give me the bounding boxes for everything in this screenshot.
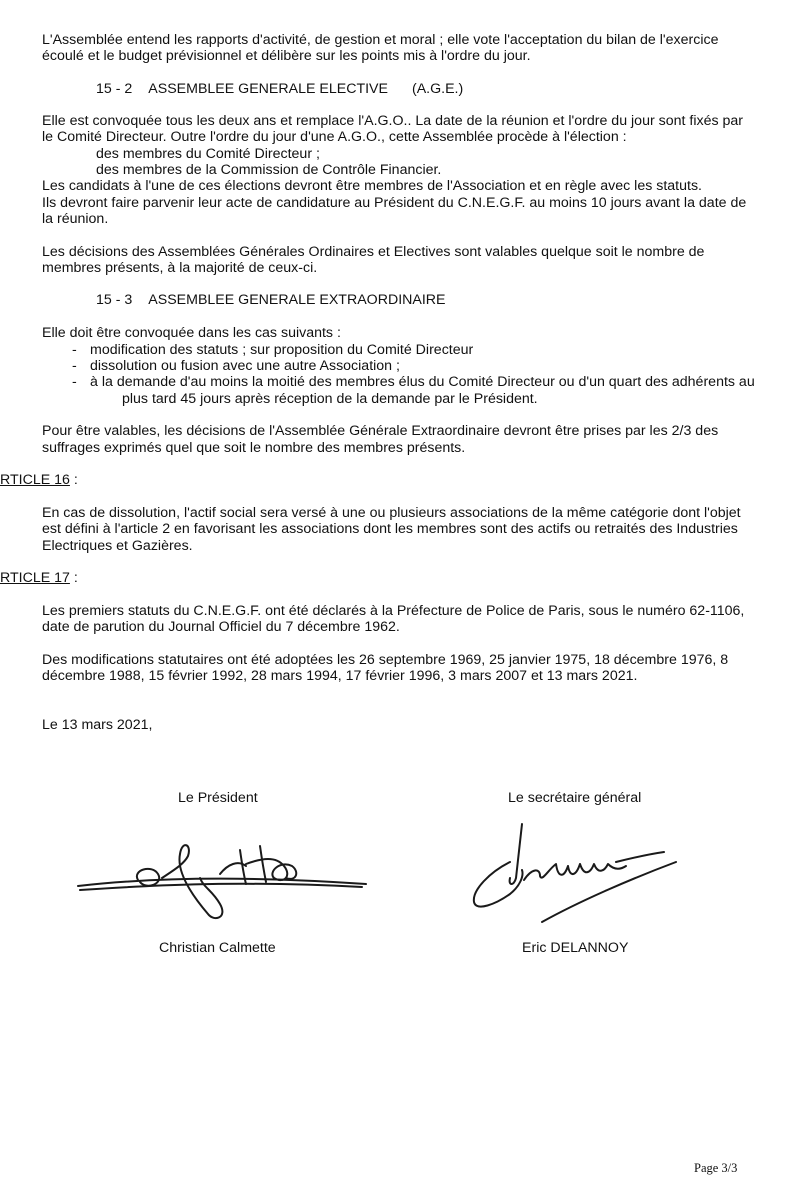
body-line: Elle doit être convoquée dans les cas suivants :	[42, 325, 341, 341]
secretary-name: Eric DELANNOY	[522, 940, 629, 956]
section-abbr: (A.G.E.)	[411, 81, 464, 97]
body-line: Electriques et Gazières.	[42, 538, 193, 554]
page-number: Page 3/3	[694, 1161, 738, 1175]
article-16-title: RTICLE 16	[0, 472, 70, 488]
article-17-heading: RTICLE 17 :	[0, 570, 78, 586]
president-name: Christian Calmette	[159, 940, 276, 956]
body-line: En cas de dissolution, l'actif social sera versé à une ou plusieurs associations de la même catégorie dont l'objet	[42, 505, 741, 521]
body-line: Ils devront faire parvenir leur acte de candidature au Président du C.N.E.G.F. au moins 10 jours avant la date de	[42, 195, 747, 211]
body-line: Les candidats à l'une de ces élections devront être membres de l'Association et en règle avec les statuts.	[42, 178, 702, 194]
section-title: ASSEMBLEE GENERALE ELECTIVE	[148, 81, 388, 97]
validity-line: suffrages exprimés quel que soit le nombre des membres présents.	[42, 440, 466, 456]
section-number: 15 - 3	[96, 292, 133, 308]
validity-line: Pour être valables, les décisions de l'Assemblée Générale Extraordinaire devront être prises par les 2/3 des	[42, 423, 719, 439]
date-line: Le 13 mars 2021,	[42, 717, 153, 733]
section-15-3-heading	[96, 292, 446, 308]
bullet-mark: -	[72, 342, 77, 358]
section-number: 15 - 2	[96, 81, 133, 97]
body-line: décembre 1988, 15 février 1992, 28 mars 1994, 17 février 1996, 3 mars 2007 et 13 mars 2021.	[42, 668, 638, 684]
article-17-title: RTICLE 17	[0, 570, 70, 586]
validity-line: Les décisions des Assemblées Générales Ordinaires et Electives sont valables quelque soit le nombre de	[42, 244, 705, 260]
election-item: des membres du Comité Directeur ;	[96, 146, 320, 162]
secretary-signature	[466, 818, 686, 928]
section-title: ASSEMBLEE GENERALE EXTRAORDINAIRE	[148, 292, 446, 308]
president-role: Le Président	[178, 790, 258, 806]
validity-line: membres présents, à la majorité de ceux-ci.	[42, 260, 318, 276]
body-line: le Comité Directeur. Outre l'ordre du jour d'une A.G.O., cette Assemblée procède à l'élection :	[42, 129, 627, 145]
body-line: Des modifications statutaires ont été adoptées les 26 septembre 1969, 25 janvier 1975, 18 décembre 1976, 8	[42, 652, 729, 668]
body-line: Les premiers statuts du C.N.E.G.F. ont été déclarés à la Préfecture de Police de Paris, sous le numéro 62-1106,	[42, 603, 745, 619]
president-signature	[70, 830, 380, 925]
intro-line-2: écoulé et le budget prévisionnel et délibère sur les points mis à l'ordre du jour.	[42, 48, 531, 64]
bullet-item: dissolution ou fusion avec une autre Association ;	[90, 358, 400, 374]
body-line: Elle est convoquée tous les deux ans et remplace l'A.G.O.. La date de la réunion et l'ordre du jour sont fixés par	[42, 113, 744, 129]
bullet-item: à la demande d'au moins la moitié des membres élus du Comité Directeur ou d'un quart des adhérents au	[90, 374, 755, 390]
body-line: date de parution du Journal Officiel du 7 décembre 1962.	[42, 619, 400, 635]
secretary-role: Le secrétaire général	[508, 790, 642, 806]
body-line: la réunion.	[42, 211, 109, 227]
section-15-2-heading	[96, 81, 463, 97]
election-item: des membres de la Commission de Contrôle Financier.	[96, 162, 442, 178]
article-16-heading: RTICLE 16 :	[0, 472, 78, 488]
intro-line-1: L'Assemblée entend les rapports d'activité, de gestion et moral ; elle vote l'acceptation du bilan de l'exercice	[42, 32, 719, 48]
bullet-mark: -	[72, 358, 77, 374]
bullet-item: modification des statuts ; sur proposition du Comité Directeur	[90, 342, 474, 358]
bullet-continuation: plus tard 45 jours après réception de la demande par le Président.	[122, 391, 538, 407]
bullet-mark: -	[72, 374, 77, 390]
body-line: est défini à l'article 2 en favorisant les associations dont les membres sont des actifs ou retraités des Industries	[42, 521, 738, 537]
